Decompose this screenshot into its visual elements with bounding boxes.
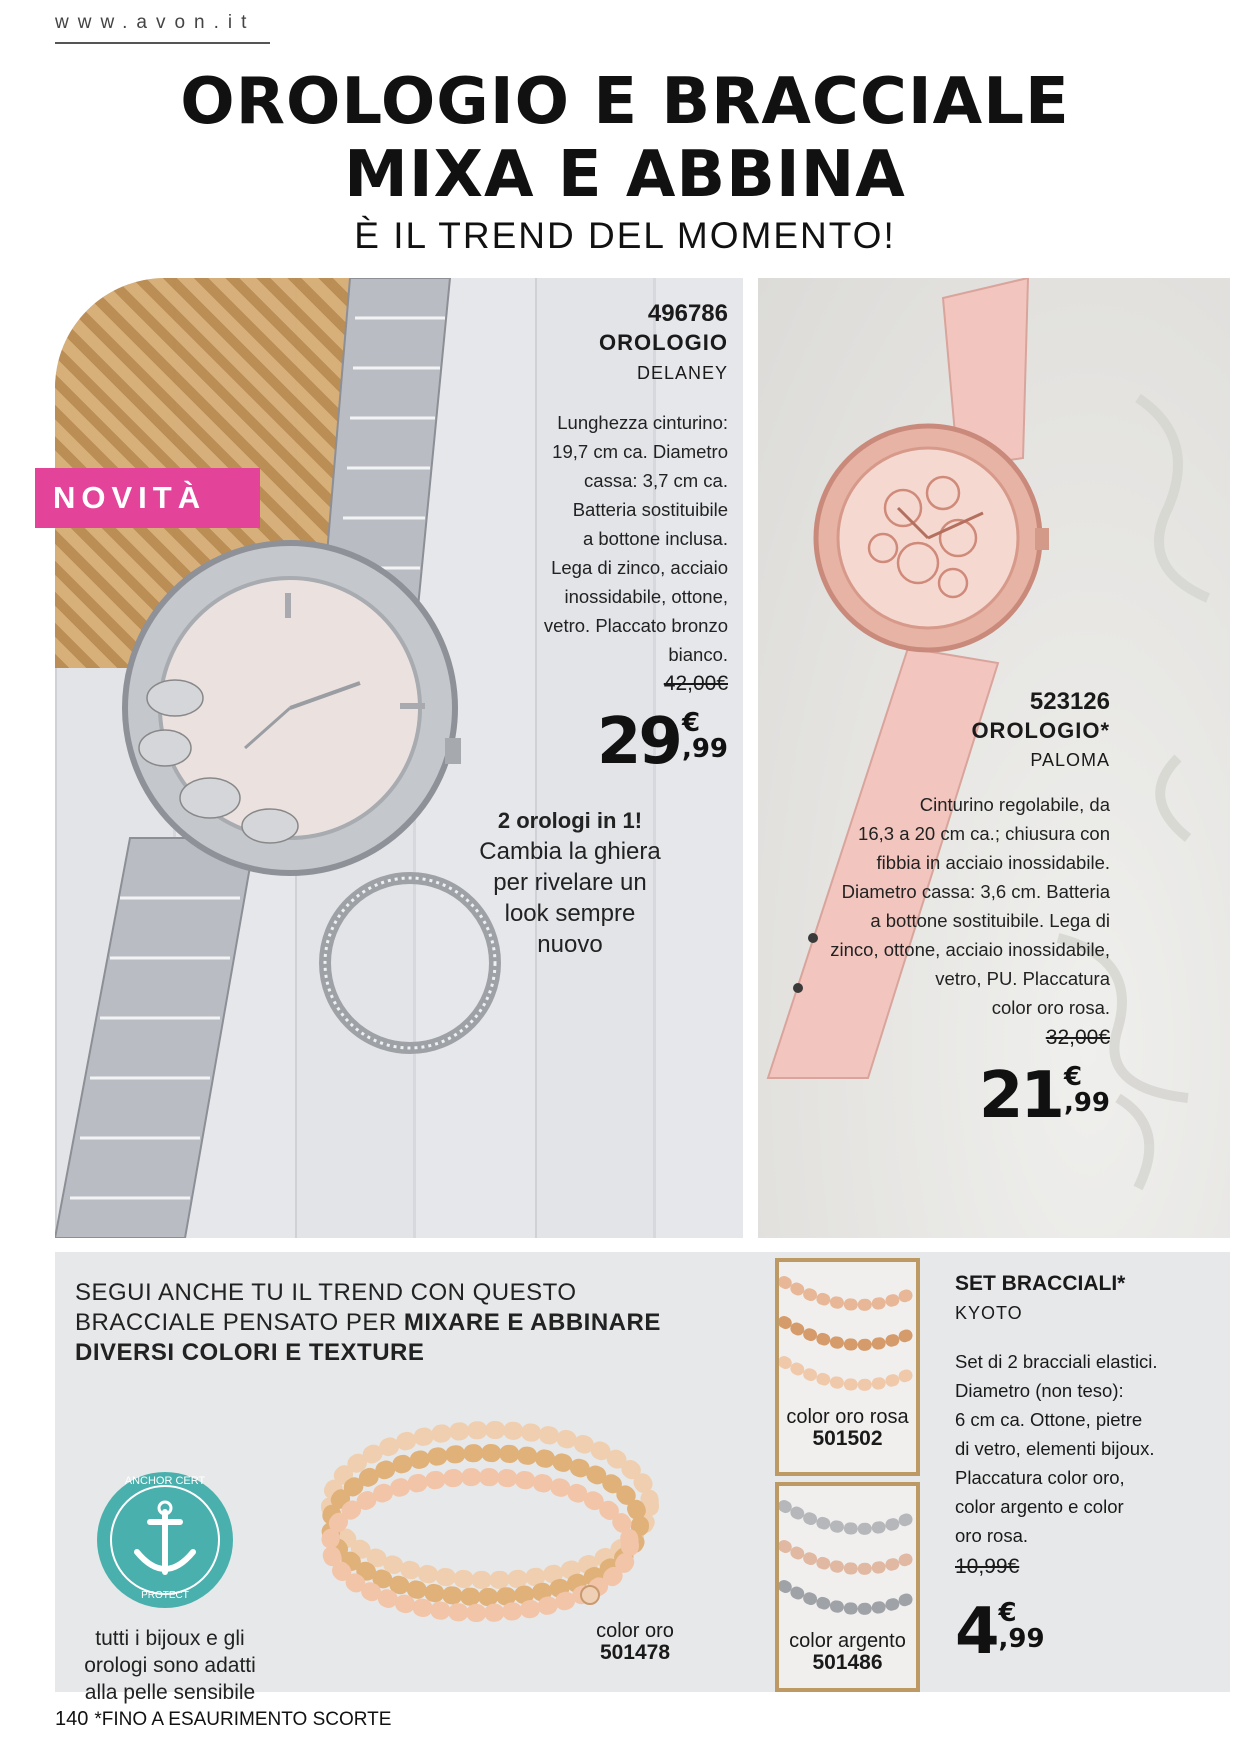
website-url[interactable]: www.avon.it	[55, 12, 256, 33]
variant-label: color argento 501486	[789, 1630, 906, 1674]
product-code: 523126	[1029, 688, 1110, 715]
current-price: 4 € ,99	[955, 1595, 1045, 1669]
product-name: OROLOGIO*	[971, 718, 1110, 743]
anchor-cert-icon	[95, 1470, 235, 1610]
set-model: KYOTO	[955, 1303, 1023, 1323]
product-name: OROLOGIO	[599, 330, 728, 355]
product-description: Cinturino regolabile, da 16,3 a 20 cm ca.; chiusura con fibbia in acciaio inossidabile. Diametro cassa: 3,6 cm. Batteria a bottone sostituibile. Lega di zinco, ottone, acciaio inossidabile, vetro, PU. Placcatura color oro rosa.	[830, 794, 1110, 1018]
bracelet-main-image	[300, 1395, 670, 1645]
bracelet-silver-icon	[779, 1486, 916, 1626]
new-badge: NOVITÀ	[35, 468, 260, 528]
page-footer	[55, 1708, 391, 1731]
bracelet-rose-gold-icon	[779, 1262, 916, 1402]
set-description: Set di 2 bracciali elastici. Diametro (non teso): 6 cm ca. Ottone, pietre di vetro, elementi bijoux. Placcatura color oro, color argento e color oro rosa.	[955, 1351, 1158, 1546]
old-price: 32,00€	[1045, 1026, 1110, 1049]
cert-label-top: ANCHOR CERT	[124, 1475, 206, 1487]
variant-label: color oro rosa 501502	[786, 1406, 909, 1450]
page-number: 140	[55, 1708, 89, 1730]
sensitive-skin-note: tutti i bijoux e gli orologi sono adatti alla pelle sensibile	[84, 1627, 256, 1704]
product-model: PALOMA	[1030, 750, 1110, 770]
bracelet-headline: SEGUI ANCHE TU IL TREND CON QUESTO BRACCIALE PENSATO PER MIXARE E ABBINARE DIVERSI COLORI E TEXTURE	[75, 1279, 661, 1366]
page-title-line-1: OROLOGIO E BRACCIALE	[180, 65, 1070, 139]
variant-thumb-silver[interactable]	[775, 1482, 920, 1692]
product-code: 496786	[647, 300, 728, 327]
page-subtitle: È IL TREND DEL MOMENTO!	[354, 215, 896, 256]
url-underline	[55, 42, 270, 44]
cert-label-bottom: PROTECT	[141, 1590, 189, 1601]
set-name: SET BRACCIALI*	[955, 1272, 1126, 1295]
promo-text: 2 orologi in 1! Cambia la ghiera per rivelare un look sempre nuovo	[479, 808, 661, 958]
page-title-line-2: MIXA E ABBINA	[344, 138, 906, 212]
product-model: DELANEY	[636, 363, 728, 383]
current-price: 29 € ,99	[596, 705, 728, 779]
old-price: 42,00€	[663, 672, 728, 695]
old-price: 10,99€	[955, 1555, 1020, 1578]
current-price: 21 € ,99	[978, 1059, 1110, 1133]
footer-note: *FINO A ESAURIMENTO SCORTE	[94, 1709, 392, 1730]
variant-thumb-rose-gold[interactable]	[775, 1258, 920, 1476]
product-description: Lunghezza cinturino: 19,7 cm ca. Diametro cassa: 3,7 cm ca. Batteria sostituibile a bottone inclusa. Lega di zinco, acciaio inossidabile, ottone, vetro. Placcato bronzo bianco.	[543, 412, 728, 665]
main-bracelet-variant: color oro 501478	[596, 1620, 674, 1664]
